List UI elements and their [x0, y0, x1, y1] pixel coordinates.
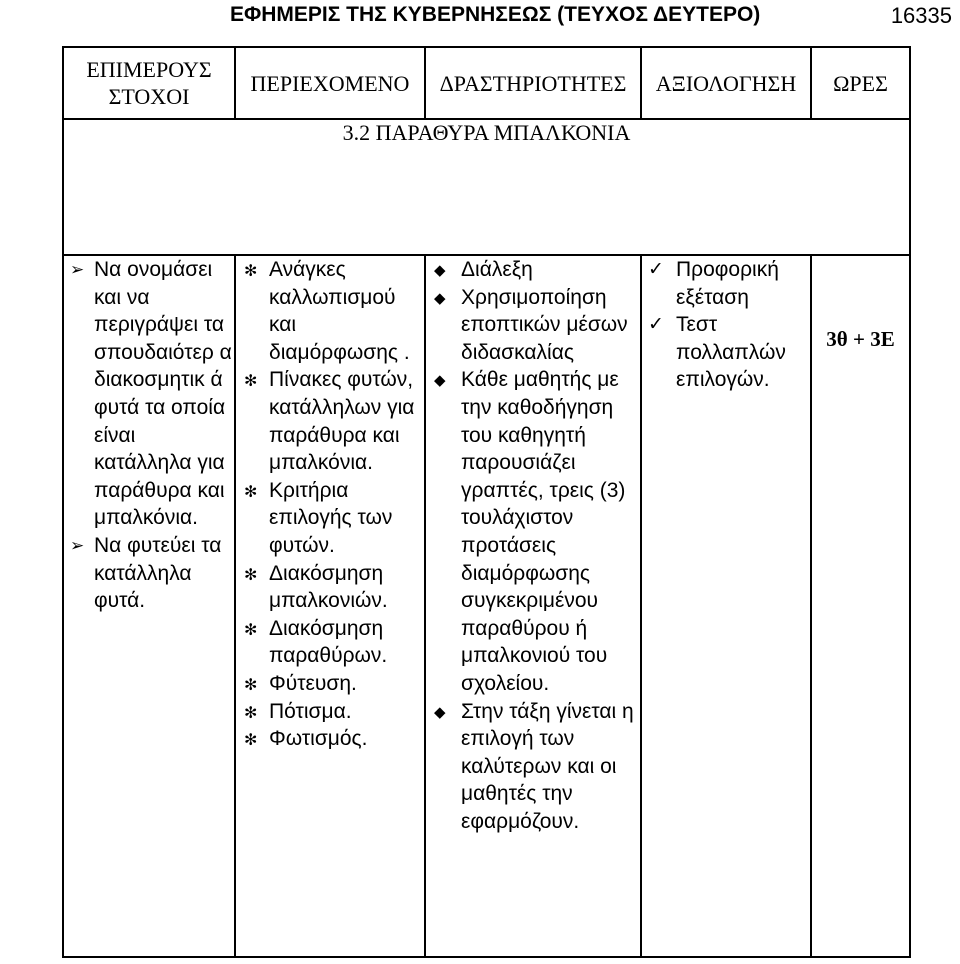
hours-cell [811, 255, 910, 957]
asterisk-bullet-icon: ✻ [244, 702, 258, 722]
list-item [426, 366, 640, 697]
asterisk-bullet-icon: ✻ [244, 619, 258, 639]
activity-text: Χρησιμοποίηση εποπτικών μέσων διδασκαλίας [461, 285, 628, 364]
content-text: Πίνακες φυτών, κατάλληλων για παράθυρα και μπαλκόνια. [269, 368, 415, 475]
content-text: Φωτισμός. [269, 727, 368, 751]
content-row [63, 255, 910, 957]
arrow-bullet-icon: ➢ [70, 260, 85, 279]
activity-text: Διάλεξη [461, 258, 533, 281]
hours-value: 3θ + 3Ε [826, 327, 895, 351]
list-item [236, 725, 424, 753]
checkmark-bullet-icon: ✓ [648, 258, 664, 280]
activities-list [426, 256, 640, 835]
diamond-bullet-icon: ◆ [434, 261, 446, 279]
list-item [642, 311, 810, 394]
list-item [236, 256, 424, 366]
column-header-evaluation: ΑΞΙΟΛΟΓΗΣΗ [641, 47, 811, 119]
section-row [63, 119, 910, 255]
diamond-bullet-icon: ◆ [434, 288, 446, 307]
activity-text: Κάθε μαθητής με την καθοδήγηση του καθηγητή παρουσιάζει γραπτές, τρεις (3) τουλάχιστον προτάσεις διαμόρφωσης συγκεκριμένου παραθύρου ή μπαλκονιού του σχολείου. [461, 368, 626, 695]
list-item [236, 615, 424, 670]
list-item [64, 256, 234, 532]
content-text: Φύτευση. [269, 671, 357, 695]
list-item [426, 284, 640, 367]
page-number: 16335 [890, 3, 952, 28]
content-cell [235, 255, 425, 957]
column-header-content: ΠΕΡΙΕΧΟΜΕΝΟ [235, 47, 425, 119]
asterisk-bullet-icon: ✻ [244, 481, 258, 501]
asterisk-bullet-icon: ✻ [244, 261, 258, 280]
list-item [236, 698, 424, 726]
page-header [0, 0, 960, 32]
list-item [236, 670, 424, 698]
diamond-bullet-icon: ◆ [434, 371, 446, 390]
list-item [642, 256, 810, 311]
activities-cell [425, 255, 641, 957]
list-item [236, 477, 424, 560]
asterisk-bullet-icon: ✻ [244, 674, 258, 694]
asterisk-bullet-icon: ✻ [244, 371, 258, 391]
column-header-goals: ΕΠΙΜΕΡΟΥΣ ΣΤΟΧΟΙ [63, 47, 235, 119]
column-header-activities: ΔΡΑΣΤΗΡΙΟΤΗΤΕΣ [425, 47, 641, 119]
evaluation-cell [641, 255, 811, 957]
goal-text: Να ονομάσει και να περιγράψει τα σπουδαιότερ α διακοσμητικ ά φυτά τα οποία είναι κατάλληλα για παράθυρα και μπαλκόνια. [94, 258, 232, 530]
column-header-hours: ΩΡΕΣ [811, 47, 910, 119]
checkmark-bullet-icon: ✓ [648, 313, 664, 336]
list-item [236, 560, 424, 615]
gazette-title: ΕΦΗΜΕΡΙΣ ΤΗΣ ΚΥΒΕΡΝΗΣΕΩΣ (ΤΕΥΧΟΣ ΔΕΥΤΕΡΟ) [230, 3, 761, 26]
goals-cell [63, 255, 235, 957]
content-text: Κριτήρια επιλογής των φυτών. [269, 478, 393, 557]
content-text: Διακόσμηση παραθύρων. [269, 616, 388, 668]
list-item [64, 532, 234, 615]
activity-text: Στην τάξη γίνεται η επιλογή των καλύτερων και οι μαθητές την εφαρμόζουν. [461, 699, 634, 833]
evaluation-text: Προφορική εξέταση [676, 258, 779, 309]
goals-list [64, 256, 234, 615]
content-text: Διακόσμηση μπαλκονιών. [269, 561, 388, 613]
evaluation-list [642, 256, 810, 394]
section-title: 3.2 ΠΑΡΑΘΥΡΑ ΜΠΑΛΚΟΝΙΑ [63, 119, 910, 255]
goal-text: Να φυτεύει τα κατάλληλα φυτά. [94, 533, 222, 613]
content-text: Ανάγκες καλλωπισμού και διαμόρφωσης . [269, 258, 410, 364]
table-header-row [63, 47, 910, 119]
list-item [426, 256, 640, 284]
list-item [426, 698, 640, 836]
evaluation-text: Τεστ πολλαπλών επιλογών. [676, 313, 786, 392]
curriculum-table [62, 46, 911, 958]
asterisk-bullet-icon: ✻ [244, 730, 258, 750]
content-text: Πότισμα. [269, 699, 352, 723]
asterisk-bullet-icon: ✻ [244, 564, 258, 584]
content-list [236, 256, 424, 753]
arrow-bullet-icon: ➢ [70, 535, 85, 555]
list-item [236, 366, 424, 476]
diamond-bullet-icon: ◆ [434, 702, 446, 721]
